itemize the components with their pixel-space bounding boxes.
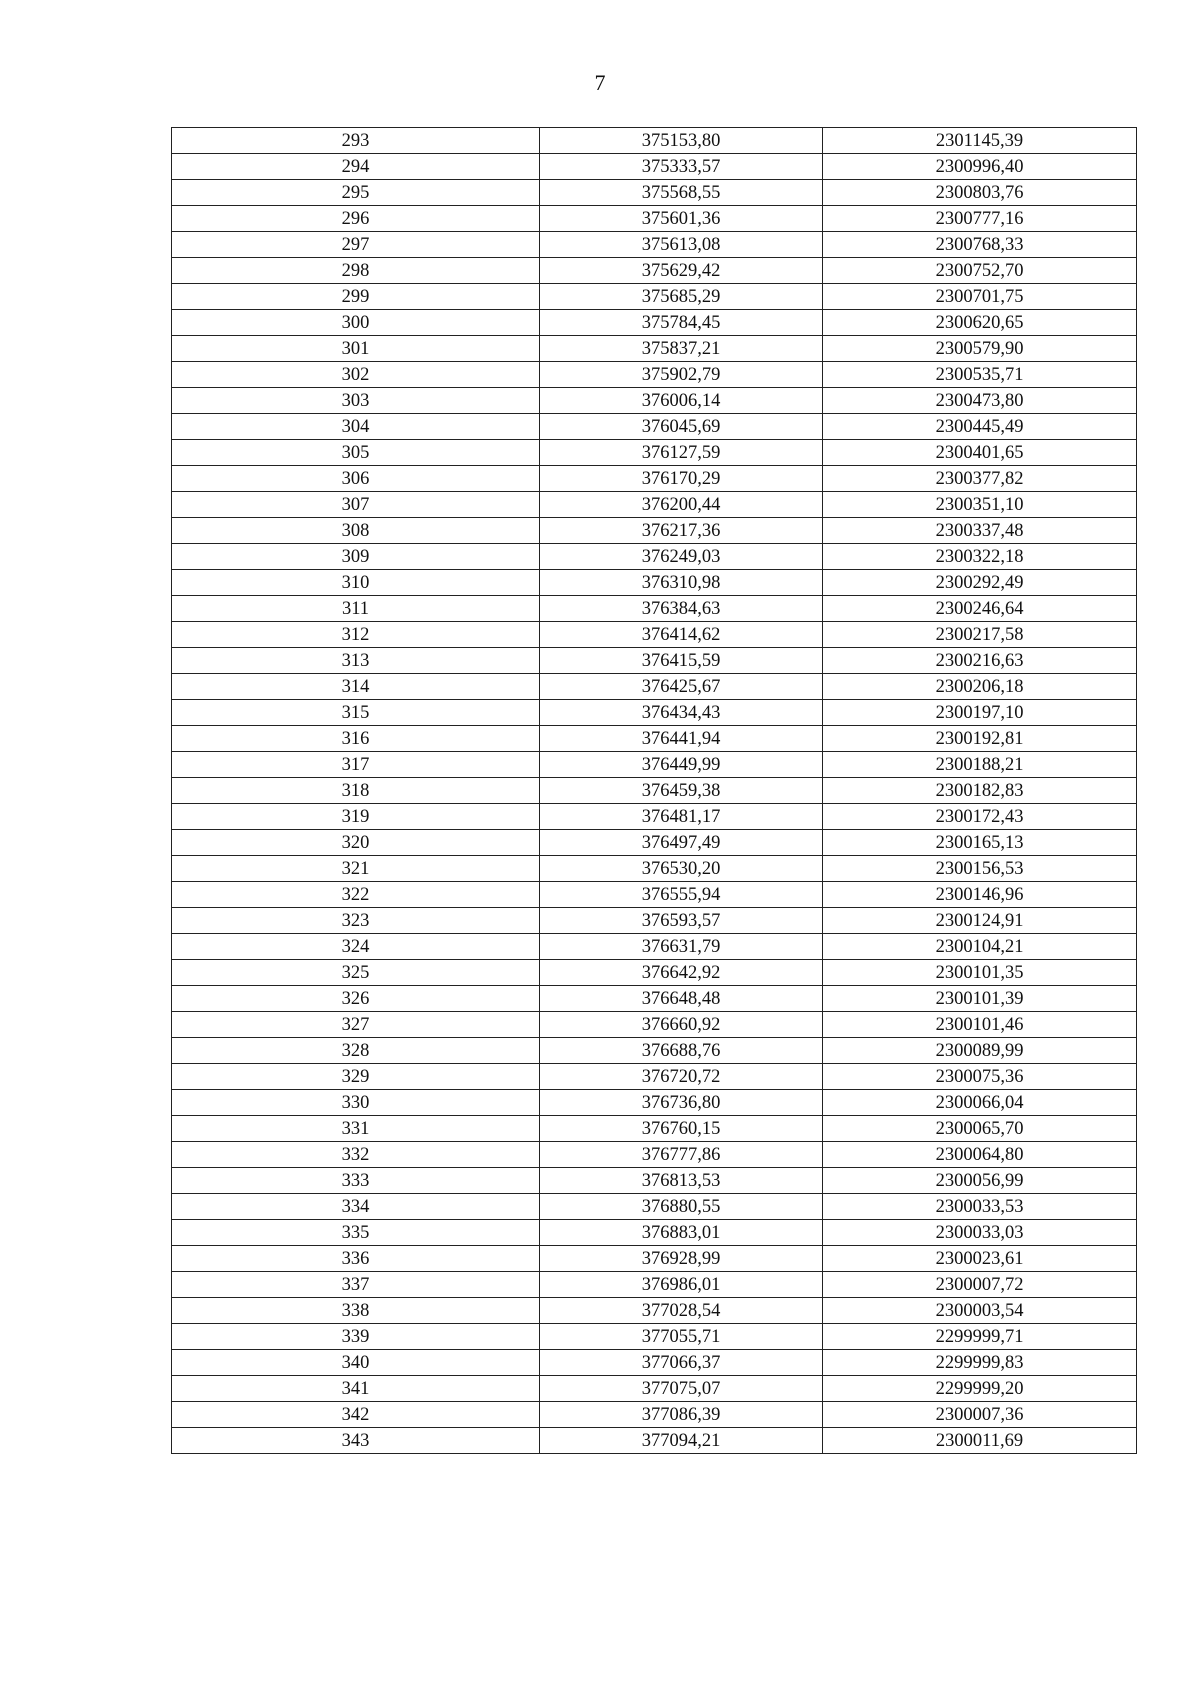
x-coordinate-cell: 376497,49 xyxy=(540,830,823,856)
point-number-cell: 333 xyxy=(172,1168,540,1194)
x-coordinate-cell: 376459,38 xyxy=(540,778,823,804)
point-number-cell: 306 xyxy=(172,466,540,492)
y-coordinate-cell: 2300217,58 xyxy=(823,622,1137,648)
x-coordinate-cell: 376249,03 xyxy=(540,544,823,570)
table-row xyxy=(172,1272,1137,1298)
x-coordinate-cell: 375629,42 xyxy=(540,258,823,284)
table-row xyxy=(172,1116,1137,1142)
table-row xyxy=(172,414,1137,440)
table-row xyxy=(172,284,1137,310)
y-coordinate-cell: 2300351,10 xyxy=(823,492,1137,518)
y-coordinate-cell: 2300188,21 xyxy=(823,752,1137,778)
x-coordinate-cell: 376127,59 xyxy=(540,440,823,466)
point-number-cell: 337 xyxy=(172,1272,540,1298)
table-row xyxy=(172,1012,1137,1038)
point-number-cell: 302 xyxy=(172,362,540,388)
x-coordinate-cell: 376441,94 xyxy=(540,726,823,752)
point-number-cell: 313 xyxy=(172,648,540,674)
x-coordinate-cell: 376631,79 xyxy=(540,934,823,960)
table-row xyxy=(172,1428,1137,1454)
table-row xyxy=(172,674,1137,700)
y-coordinate-cell: 2300768,33 xyxy=(823,232,1137,258)
point-number-cell: 314 xyxy=(172,674,540,700)
point-number-cell: 339 xyxy=(172,1324,540,1350)
table-row xyxy=(172,1298,1137,1324)
table-row xyxy=(172,622,1137,648)
point-number-cell: 295 xyxy=(172,180,540,206)
x-coordinate-cell: 376986,01 xyxy=(540,1272,823,1298)
y-coordinate-cell: 2300777,16 xyxy=(823,206,1137,232)
y-coordinate-cell: 2300075,36 xyxy=(823,1064,1137,1090)
point-number-cell: 340 xyxy=(172,1350,540,1376)
x-coordinate-cell: 375685,29 xyxy=(540,284,823,310)
table-row xyxy=(172,960,1137,986)
y-coordinate-cell: 2300216,63 xyxy=(823,648,1137,674)
point-number-cell: 322 xyxy=(172,882,540,908)
table-row xyxy=(172,1324,1137,1350)
x-coordinate-cell: 376883,01 xyxy=(540,1220,823,1246)
x-coordinate-cell: 376434,43 xyxy=(540,700,823,726)
table-row xyxy=(172,1090,1137,1116)
y-coordinate-cell: 2300146,96 xyxy=(823,882,1137,908)
x-coordinate-cell: 376414,62 xyxy=(540,622,823,648)
x-coordinate-cell: 377028,54 xyxy=(540,1298,823,1324)
point-number-cell: 305 xyxy=(172,440,540,466)
point-number-cell: 312 xyxy=(172,622,540,648)
x-coordinate-cell: 376006,14 xyxy=(540,388,823,414)
y-coordinate-cell: 2300996,40 xyxy=(823,154,1137,180)
table-row xyxy=(172,154,1137,180)
x-coordinate-cell: 376170,29 xyxy=(540,466,823,492)
x-coordinate-cell: 376720,72 xyxy=(540,1064,823,1090)
table-row xyxy=(172,726,1137,752)
point-number-cell: 303 xyxy=(172,388,540,414)
x-coordinate-cell: 376045,69 xyxy=(540,414,823,440)
coordinates-table-body xyxy=(172,128,1137,1454)
y-coordinate-cell: 2300156,53 xyxy=(823,856,1137,882)
y-coordinate-cell: 2301145,39 xyxy=(823,128,1137,154)
point-number-cell: 321 xyxy=(172,856,540,882)
point-number-cell: 330 xyxy=(172,1090,540,1116)
table-row xyxy=(172,882,1137,908)
y-coordinate-cell: 2299999,83 xyxy=(823,1350,1137,1376)
x-coordinate-cell: 377066,37 xyxy=(540,1350,823,1376)
table-row xyxy=(172,700,1137,726)
point-number-cell: 298 xyxy=(172,258,540,284)
x-coordinate-cell: 376880,55 xyxy=(540,1194,823,1220)
point-number-cell: 343 xyxy=(172,1428,540,1454)
y-coordinate-cell: 2300056,99 xyxy=(823,1168,1137,1194)
x-coordinate-cell: 375613,08 xyxy=(540,232,823,258)
y-coordinate-cell: 2300101,35 xyxy=(823,960,1137,986)
table-row xyxy=(172,128,1137,154)
point-number-cell: 336 xyxy=(172,1246,540,1272)
y-coordinate-cell: 2300064,80 xyxy=(823,1142,1137,1168)
point-number-cell: 294 xyxy=(172,154,540,180)
y-coordinate-cell: 2300377,82 xyxy=(823,466,1137,492)
x-coordinate-cell: 375902,79 xyxy=(540,362,823,388)
point-number-cell: 331 xyxy=(172,1116,540,1142)
x-coordinate-cell: 376384,63 xyxy=(540,596,823,622)
x-coordinate-cell: 375784,45 xyxy=(540,310,823,336)
table-row xyxy=(172,388,1137,414)
x-coordinate-cell: 377055,71 xyxy=(540,1324,823,1350)
point-number-cell: 327 xyxy=(172,1012,540,1038)
point-number-cell: 304 xyxy=(172,414,540,440)
point-number-cell: 324 xyxy=(172,934,540,960)
x-coordinate-cell: 376481,17 xyxy=(540,804,823,830)
x-coordinate-cell: 376555,94 xyxy=(540,882,823,908)
y-coordinate-cell: 2300124,91 xyxy=(823,908,1137,934)
y-coordinate-cell: 2300192,81 xyxy=(823,726,1137,752)
table-row xyxy=(172,804,1137,830)
table-row xyxy=(172,570,1137,596)
y-coordinate-cell: 2300473,80 xyxy=(823,388,1137,414)
y-coordinate-cell: 2300104,21 xyxy=(823,934,1137,960)
table-row xyxy=(172,440,1137,466)
table-row xyxy=(172,466,1137,492)
x-coordinate-cell: 376217,36 xyxy=(540,518,823,544)
table-row xyxy=(172,544,1137,570)
y-coordinate-cell: 2300023,61 xyxy=(823,1246,1137,1272)
table-row xyxy=(172,856,1137,882)
table-row xyxy=(172,778,1137,804)
table-row xyxy=(172,1220,1137,1246)
point-number-cell: 342 xyxy=(172,1402,540,1428)
y-coordinate-cell: 2300752,70 xyxy=(823,258,1137,284)
table-row xyxy=(172,1194,1137,1220)
x-coordinate-cell: 376813,53 xyxy=(540,1168,823,1194)
point-number-cell: 310 xyxy=(172,570,540,596)
table-row xyxy=(172,934,1137,960)
point-number-cell: 316 xyxy=(172,726,540,752)
table-row xyxy=(172,518,1137,544)
point-number-cell: 319 xyxy=(172,804,540,830)
point-number-cell: 309 xyxy=(172,544,540,570)
table-row xyxy=(172,648,1137,674)
y-coordinate-cell: 2300206,18 xyxy=(823,674,1137,700)
x-coordinate-cell: 376530,20 xyxy=(540,856,823,882)
x-coordinate-cell: 375601,36 xyxy=(540,206,823,232)
point-number-cell: 325 xyxy=(172,960,540,986)
y-coordinate-cell: 2300066,04 xyxy=(823,1090,1137,1116)
table-row xyxy=(172,310,1137,336)
y-coordinate-cell: 2300197,10 xyxy=(823,700,1137,726)
x-coordinate-cell: 376660,92 xyxy=(540,1012,823,1038)
page-number: 7 xyxy=(594,70,606,95)
x-coordinate-cell: 376425,67 xyxy=(540,674,823,700)
y-coordinate-cell: 2300033,03 xyxy=(823,1220,1137,1246)
x-coordinate-cell: 375153,80 xyxy=(540,128,823,154)
point-number-cell: 317 xyxy=(172,752,540,778)
y-coordinate-cell: 2300803,76 xyxy=(823,180,1137,206)
y-coordinate-cell: 2300292,49 xyxy=(823,570,1137,596)
table-row xyxy=(172,232,1137,258)
y-coordinate-cell: 2300011,69 xyxy=(823,1428,1137,1454)
point-number-cell: 307 xyxy=(172,492,540,518)
table-row xyxy=(172,1168,1137,1194)
y-coordinate-cell: 2300579,90 xyxy=(823,336,1137,362)
y-coordinate-cell: 2300322,18 xyxy=(823,544,1137,570)
point-number-cell: 296 xyxy=(172,206,540,232)
x-coordinate-cell: 376928,99 xyxy=(540,1246,823,1272)
point-number-cell: 300 xyxy=(172,310,540,336)
table-row xyxy=(172,336,1137,362)
point-number-cell: 301 xyxy=(172,336,540,362)
y-coordinate-cell: 2300101,46 xyxy=(823,1012,1137,1038)
table-row xyxy=(172,362,1137,388)
point-number-cell: 332 xyxy=(172,1142,540,1168)
coordinates-table xyxy=(171,127,1137,1454)
point-number-cell: 299 xyxy=(172,284,540,310)
x-coordinate-cell: 375333,57 xyxy=(540,154,823,180)
point-number-cell: 335 xyxy=(172,1220,540,1246)
x-coordinate-cell: 376310,98 xyxy=(540,570,823,596)
table-row xyxy=(172,596,1137,622)
table-row xyxy=(172,986,1137,1012)
point-number-cell: 315 xyxy=(172,700,540,726)
point-number-cell: 308 xyxy=(172,518,540,544)
y-coordinate-cell: 2300089,99 xyxy=(823,1038,1137,1064)
table-row xyxy=(172,908,1137,934)
table-row xyxy=(172,1038,1137,1064)
y-coordinate-cell: 2300003,54 xyxy=(823,1298,1137,1324)
y-coordinate-cell: 2300065,70 xyxy=(823,1116,1137,1142)
table-row xyxy=(172,1376,1137,1402)
x-coordinate-cell: 376688,76 xyxy=(540,1038,823,1064)
y-coordinate-cell: 2299999,71 xyxy=(823,1324,1137,1350)
y-coordinate-cell: 2299999,20 xyxy=(823,1376,1137,1402)
y-coordinate-cell: 2300620,65 xyxy=(823,310,1137,336)
x-coordinate-cell: 377086,39 xyxy=(540,1402,823,1428)
y-coordinate-cell: 2300337,48 xyxy=(823,518,1137,544)
point-number-cell: 328 xyxy=(172,1038,540,1064)
table-row xyxy=(172,258,1137,284)
point-number-cell: 323 xyxy=(172,908,540,934)
table-row xyxy=(172,1402,1137,1428)
x-coordinate-cell: 376642,92 xyxy=(540,960,823,986)
y-coordinate-cell: 2300401,65 xyxy=(823,440,1137,466)
x-coordinate-cell: 377075,07 xyxy=(540,1376,823,1402)
x-coordinate-cell: 376415,59 xyxy=(540,648,823,674)
x-coordinate-cell: 377094,21 xyxy=(540,1428,823,1454)
point-number-cell: 341 xyxy=(172,1376,540,1402)
x-coordinate-cell: 376736,80 xyxy=(540,1090,823,1116)
x-coordinate-cell: 376449,99 xyxy=(540,752,823,778)
y-coordinate-cell: 2300182,83 xyxy=(823,778,1137,804)
y-coordinate-cell: 2300033,53 xyxy=(823,1194,1137,1220)
y-coordinate-cell: 2300701,75 xyxy=(823,284,1137,310)
table-row xyxy=(172,206,1137,232)
point-number-cell: 311 xyxy=(172,596,540,622)
table-row xyxy=(172,1350,1137,1376)
y-coordinate-cell: 2300246,64 xyxy=(823,596,1137,622)
x-coordinate-cell: 375837,21 xyxy=(540,336,823,362)
point-number-cell: 320 xyxy=(172,830,540,856)
table-row xyxy=(172,830,1137,856)
point-number-cell: 329 xyxy=(172,1064,540,1090)
table-row xyxy=(172,1246,1137,1272)
table-row xyxy=(172,180,1137,206)
y-coordinate-cell: 2300007,72 xyxy=(823,1272,1137,1298)
y-coordinate-cell: 2300007,36 xyxy=(823,1402,1137,1428)
table-row xyxy=(172,492,1137,518)
table-row xyxy=(172,752,1137,778)
y-coordinate-cell: 2300535,71 xyxy=(823,362,1137,388)
y-coordinate-cell: 2300101,39 xyxy=(823,986,1137,1012)
point-number-cell: 293 xyxy=(172,128,540,154)
x-coordinate-cell: 376200,44 xyxy=(540,492,823,518)
y-coordinate-cell: 2300445,49 xyxy=(823,414,1137,440)
point-number-cell: 297 xyxy=(172,232,540,258)
x-coordinate-cell: 376777,86 xyxy=(540,1142,823,1168)
point-number-cell: 326 xyxy=(172,986,540,1012)
x-coordinate-cell: 376760,15 xyxy=(540,1116,823,1142)
x-coordinate-cell: 375568,55 xyxy=(540,180,823,206)
table-row xyxy=(172,1064,1137,1090)
y-coordinate-cell: 2300165,13 xyxy=(823,830,1137,856)
point-number-cell: 338 xyxy=(172,1298,540,1324)
y-coordinate-cell: 2300172,43 xyxy=(823,804,1137,830)
x-coordinate-cell: 376593,57 xyxy=(540,908,823,934)
x-coordinate-cell: 376648,48 xyxy=(540,986,823,1012)
table-row xyxy=(172,1142,1137,1168)
point-number-cell: 318 xyxy=(172,778,540,804)
point-number-cell: 334 xyxy=(172,1194,540,1220)
